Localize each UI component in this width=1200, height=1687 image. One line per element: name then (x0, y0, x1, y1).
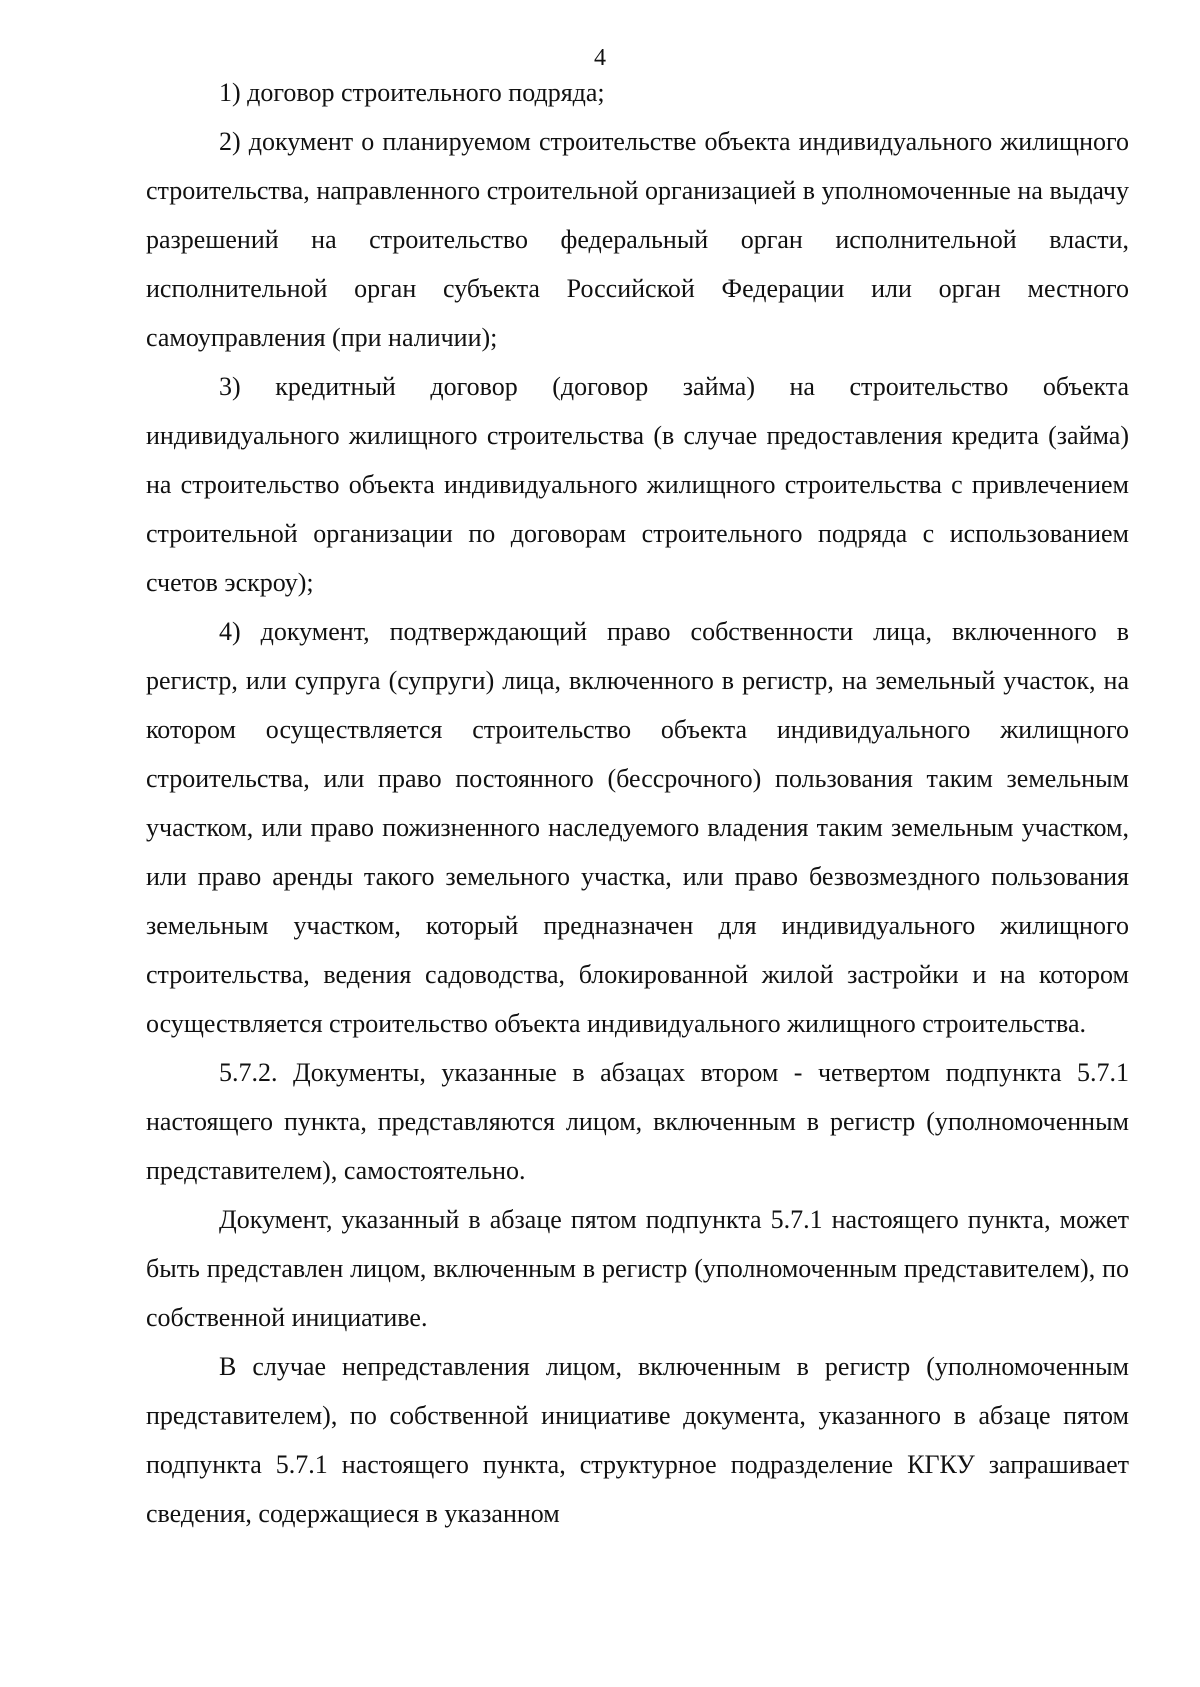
paragraph-non-submission: В случае непредставления лицом, включенным в регистр (уполномоченным представителем), по собственной инициативе документа, указанного в абзаце пятом подпункта 5.7.1 настоящего пункта, структурное подразделение КГКУ запрашивает сведения, содержащиеся в указанном (146, 1352, 1129, 1528)
paragraph-item-4: 4) документ, подтверждающий право собственности лица, включенного в регистр, или супруга (супруги) лица, включенного в регистр, на земельный участок, на котором осуществляется строительство объекта индивидуального жилищного строительства, или право постоянного (бессрочного) пользования таким земельным участком, или право пожизненного наследуемого владения таким земельным участком, или право аренды такого земельного участка, или право безвозмездного пользования земельным участком, который предназначен для индивидуального жилищного строительства, ведения садоводства, блокированной жилой застройки и на котором осуществляется строительство объекта индивидуального жилищного строительства. (146, 617, 1129, 1038)
page-number: 4 (594, 45, 606, 71)
paragraph-item-1: 1) договор строительного подряда; (219, 78, 605, 107)
document-body (146, 68, 1129, 1538)
paragraph-5-7-2: 5.7.2. Документы, указанные в абзацах втором - четвертом подпункта 5.7.1 настоящего пункта, представляются лицом, включенным в регистр (уполномоченным представителем), самостоятельно. (146, 1058, 1129, 1185)
paragraph-document-initiative: Документ, указанный в абзаце пятом подпункта 5.7.1 настоящего пункта, может быть представлен лицом, включенным в регистр (уполномоченным представителем), по собственной инициативе. (146, 1205, 1129, 1332)
paragraph-item-3: 3) кредитный договор (договор займа) на строительство объекта индивидуального жилищного строительства (в случае предоставления кредита (займа) на строительство объекта индивидуального жилищного строительства с привлечением строительной организации по договорам строительного подряда с использованием счетов эскроу); (146, 372, 1129, 597)
paragraph-item-2: 2) документ о планируемом строительстве объекта индивидуального жилищного строительства, направленного строительной организацией в уполномоченные на выдачу разрешений на строительство федеральный орган исполнительной власти, исполнительной орган субъекта Российской Федерации или орган местного самоуправления (при наличии); (146, 127, 1129, 352)
